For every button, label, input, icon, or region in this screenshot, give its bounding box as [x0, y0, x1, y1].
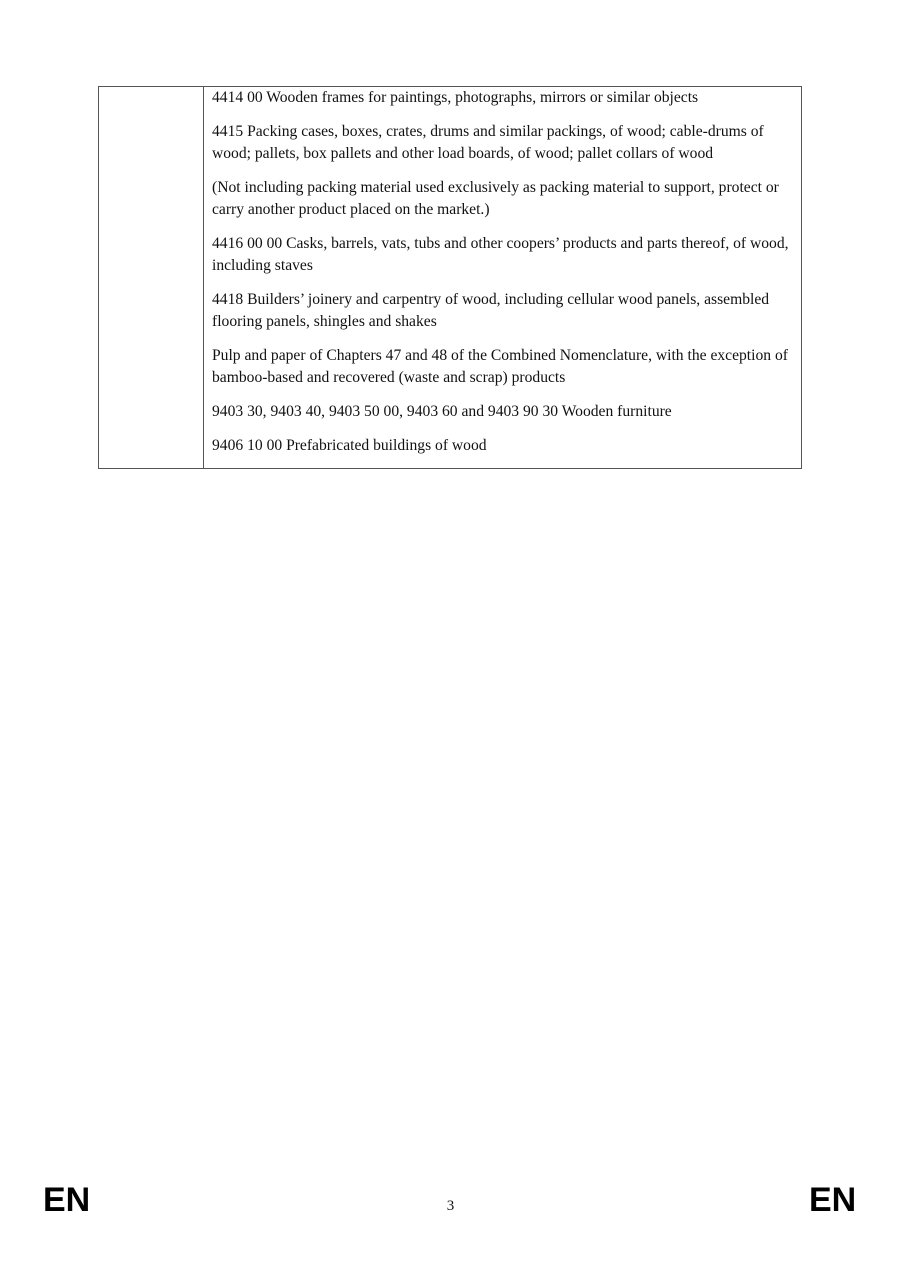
entry-9403-furniture: 9403 30, 9403 40, 9403 50 00, 9403 60 and 9403 90 30 Wooden furniture [212, 403, 672, 420]
entry-4416: 4416 00 00 Casks, barrels, vats, tubs and other coopers’ products and parts thereof, of wood, including staves [212, 235, 789, 274]
footer-language-right: EN [809, 1181, 857, 1219]
product-table [98, 86, 802, 469]
table-left-cell [99, 87, 204, 469]
entry-4415: 4415 Packing cases, boxes, crates, drums and similar packings, of wood; cable-drums of wood; pallets, box pallets and other load boards, of wood; pallet collars of wood [212, 123, 764, 162]
page-number: 3 [446, 1198, 455, 1214]
entry-4414: 4414 00 Wooden frames for paintings, photographs, mirrors or similar objects [212, 89, 699, 106]
entry-packing-note: (Not including packing material used exclusively as packing material to support, protect or carry another product placed on the market.) [212, 179, 779, 218]
table-row [99, 87, 802, 469]
table-right-cell [204, 87, 802, 469]
entry-pulp-paper: Pulp and paper of Chapters 47 and 48 of the Combined Nomenclature, with the exception of bamboo-based and recovered (waste and scrap) products [212, 347, 788, 386]
entry-9406: 9406 10 00 Prefabricated buildings of wood [212, 437, 487, 454]
footer-language-left: EN [43, 1181, 91, 1219]
entry-4418: 4418 Builders’ joinery and carpentry of wood, including cellular wood panels, assembled flooring panels, shingles and shakes [212, 291, 770, 330]
